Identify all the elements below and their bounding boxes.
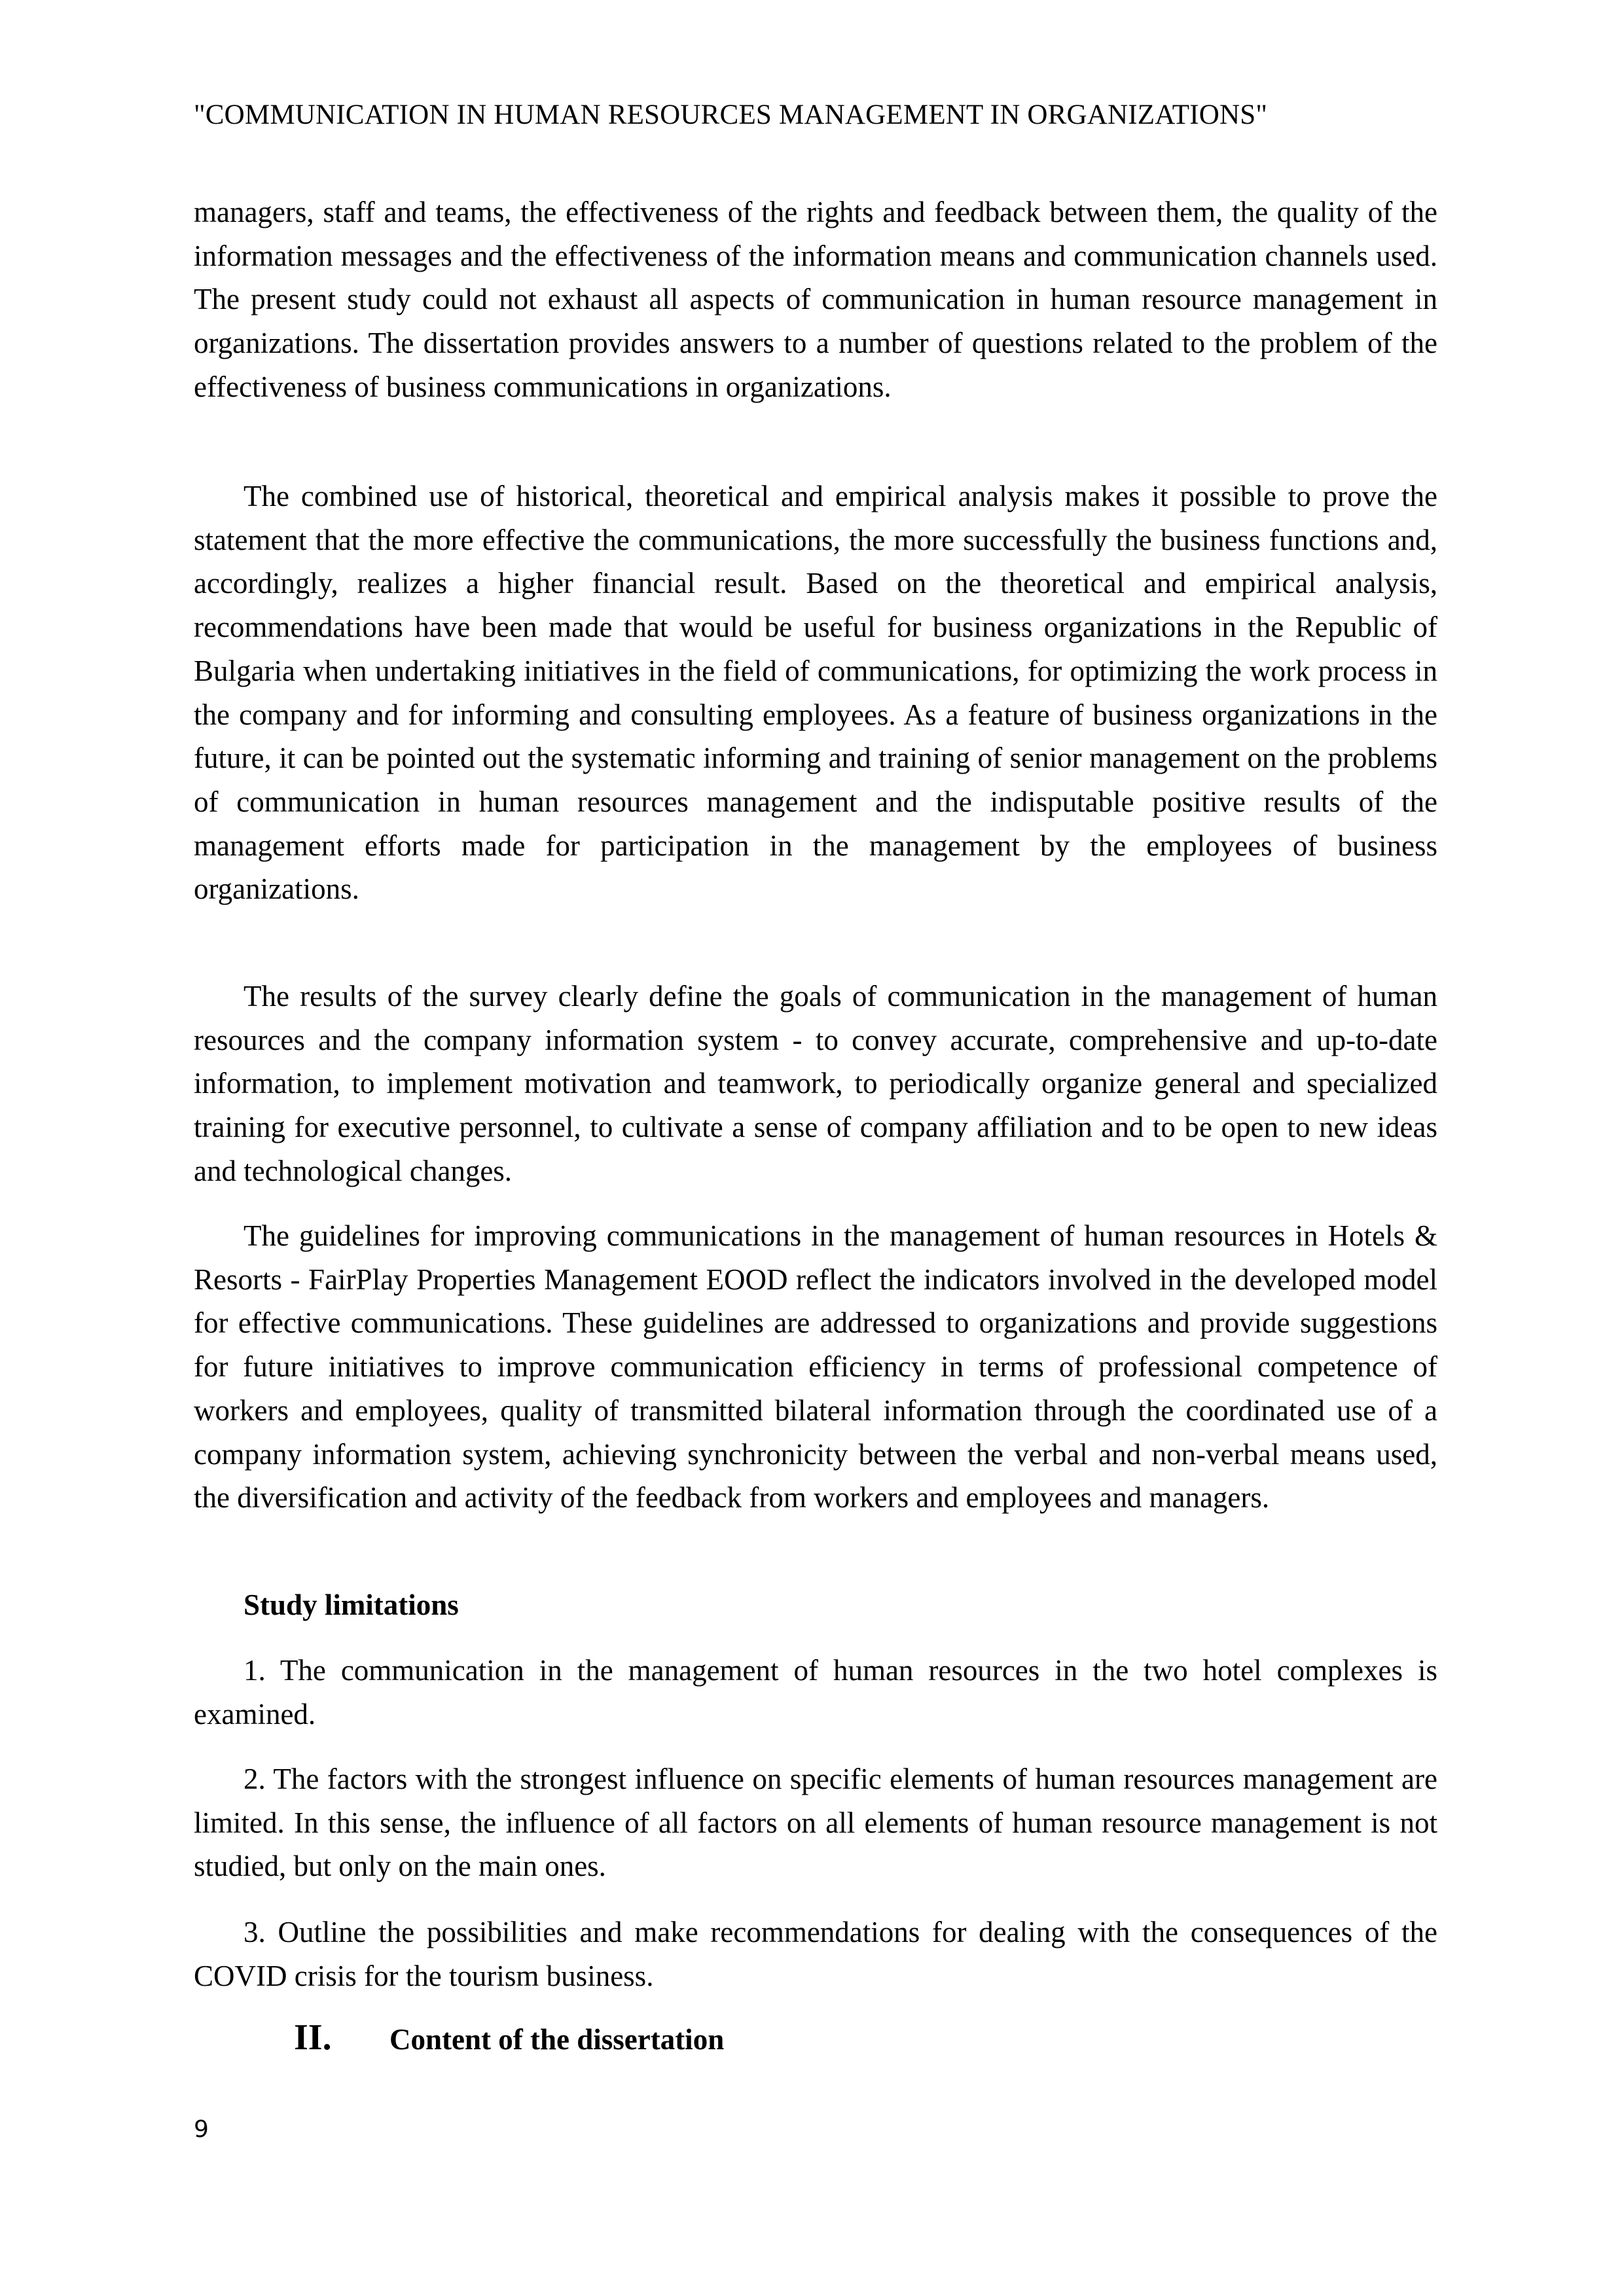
paragraph-continuation: managers, staff and teams, the effectiveness of the rights and feedback between them, the quality of the information messages and the effectiveness of the information means and communication channels used. The present study could not exhaust all aspects of communication in human resource management in organizations. The dissertation provides answers to a number of questions related to the problem of the effectiveness of business communications in organizations. (194, 196, 1437, 403)
limitation-item: 1. The communication in the management of human resources in the two hotel complexes is examined. (194, 1654, 1437, 1731)
section-heading (294, 2015, 724, 2062)
paragraph-guidelines: The guidelines for improving communications in the management of human resources in Hotels & Resorts - FairPlay Properties Management EOOD reflect the indicators involved in the developed model for effective communications. These guidelines are addressed to organizations and provide suggestions for future initiatives to improve communication efficiency in terms of professional competence of workers and employees, quality of transmitted bilateral information through the coordinated use of a company information system, achieving synchronicity between the verbal and non-verbal means used, the diversification and activity of the feedback from workers and employees and managers. (194, 1219, 1437, 1515)
limitation-item: 2. The factors with the strongest influence on specific elements of human resources management are limited. In this sense, the influence of all factors on all elements of human resource management is not studied, but only on the main ones. (194, 1763, 1437, 1883)
paragraph-survey-results: The results of the survey clearly define the goals of communication in the management of human resources and the company information system - to convey accurate, comprehensive and up-to-date information, to implement motivation and teamwork, to periodically organize general and specialized training for executive personnel, to cultivate a sense of company affiliation and to be open to new ideas and technological changes. (194, 980, 1437, 1187)
running-header: "COMMUNICATION IN HUMAN RESOURCES MANAGEMENT IN ORGANIZATIONS" (194, 99, 1268, 130)
section-number: II. (294, 2017, 332, 2058)
page-number: 9 (194, 2116, 209, 2143)
limitation-item: 3. Outline the possibilities and make recommendations for dealing with the consequences of the COVID crisis for the tourism business. (194, 1916, 1437, 1992)
section-title: Content of the dissertation (389, 2023, 725, 2056)
paragraph-combined-analysis: The combined use of historical, theoretical and empirical analysis makes it possible to prove the statement that the more effective the communications, the more successfully the business functions and, accordingly, realizes a higher financial result. Based on the theoretical and empirical analysis, recommendations have been made that would be useful for business organizations in the Republic of Bulgaria when undertaking initiatives in the field of communications, for optimizing the work process in the company and for informing and consulting employees. As a feature of business organizations in the future, it can be pointed out the systematic informing and training of senior management on the problems of communication in human resources management and the indisputable positive results of the management efforts made for participation in the management by the employees of business organizations. (194, 480, 1437, 906)
study-limitations-heading: Study limitations (244, 1588, 459, 1621)
